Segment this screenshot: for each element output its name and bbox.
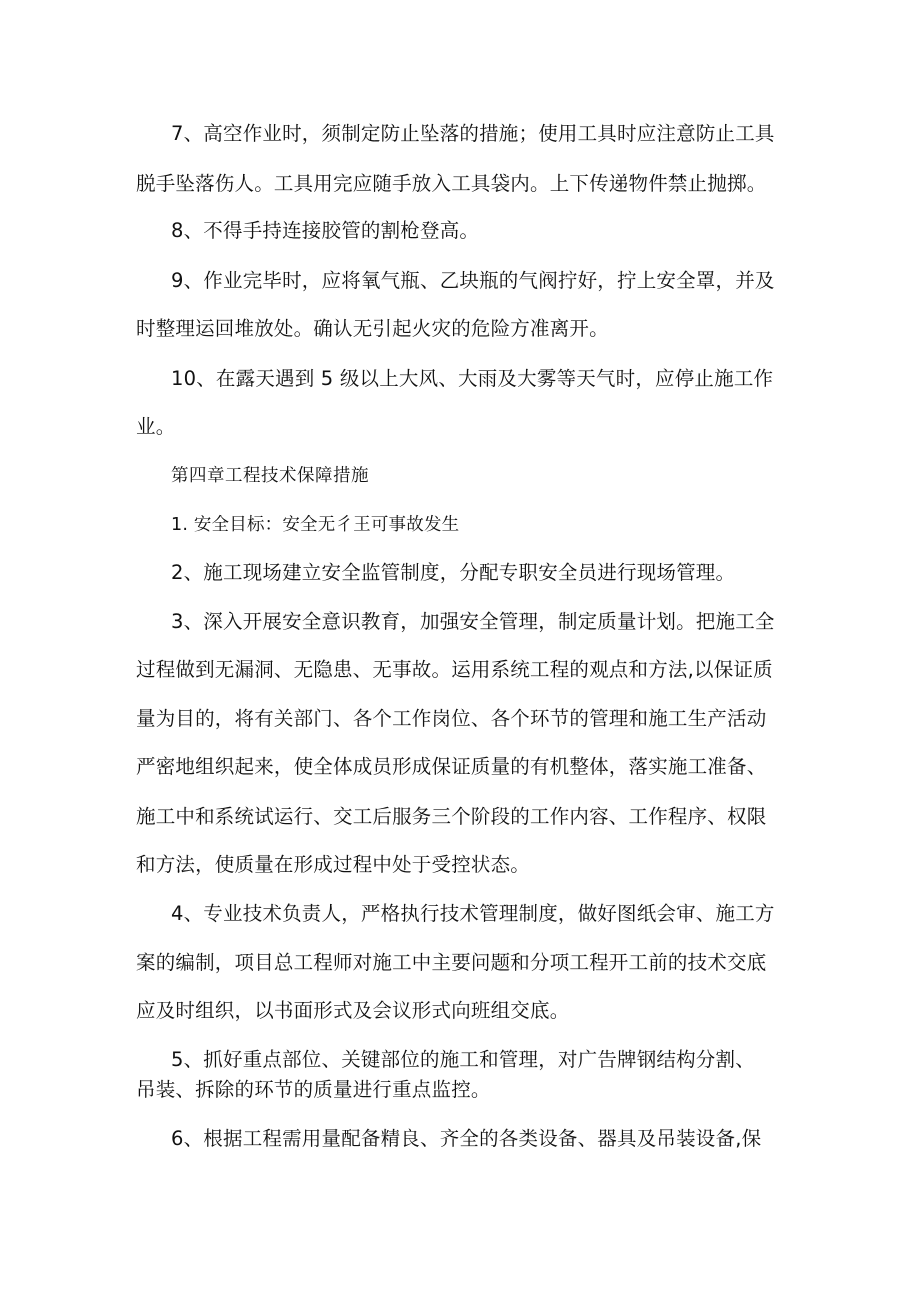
item-3-line-3: 量为目的，将有关部门、各个工作岗位、各个环节的管理和施工生产活动	[136, 707, 767, 730]
para-9-line-1: 9、作业完毕时，应将氧气瓶、乙块瓶的气阀拧好，拧上安全罩，并及	[171, 269, 775, 292]
item-2: 2、施工现场建立安全监管制度，分配专职安全员进行现场管理。	[171, 561, 736, 584]
chapter-heading: 第四章工程技术保障措施	[171, 466, 369, 486]
item-3-line-4: 严密地组织起来，使全体成员形成保证质量的有机整体，落实施工准备、	[136, 755, 767, 778]
para-7-line-1: 7、高空作业时，须制定防止坠落的措施；使用工具时应注意防止工具	[171, 122, 775, 145]
item-4-line-3: 应及时组织，以书面形式及会议形式向班组交底。	[136, 999, 570, 1022]
item-3-line-6: 和方法，使质量在形成过程中处于受控状态。	[136, 853, 531, 876]
item-6-line-1: 6、根据工程需用量配备精良、齐全的各类设备、器具及吊装设备,保	[171, 1127, 762, 1150]
para-10-line-2: 业。	[136, 415, 176, 438]
item-3-line-1: 3、深入开展安全意识教育，加强安全管理，制定质量计划。把施工全	[171, 610, 775, 633]
para-7-line-2: 脱手坠落伤人。工具用完应随手放入工具袋内。上下传递物件禁止抛掷。	[136, 172, 767, 195]
para-9-line-2: 时整理运回堆放处。确认无引起火灾的危险方准离开。	[136, 317, 609, 340]
item-3-line-5: 施工中和系统试运行、交工后服务三个阶段的工作内容、工作程序、权限	[136, 805, 767, 828]
item-4-line-1: 4、专业技术负责人，严格执行技术管理制度，做好图纸会审、施工方	[171, 902, 775, 925]
item-3-line-2: 过程做到无漏洞、无隐患、无事故。运用系统工程的观点和方法,以保证质	[136, 658, 773, 681]
para-10-line-1: 10、在露天遇到 5 级以上大风、大雨及大雾等天气时，应停止施工作	[171, 367, 774, 390]
item-5-line-1: 5、抓好重点部位、关键部位的施工和管理，对广告牌钢结构分割、	[171, 1048, 755, 1071]
item-5-line-2: 吊装、拆除的环节的质量进行重点监控。	[136, 1078, 491, 1101]
para-8-line-1: 8、不得手持连接胶管的割枪登高。	[171, 219, 480, 242]
item-1: 1. 安全目标：安全无彳王可事故发生	[171, 515, 460, 535]
item-4-line-2: 案的编制，项目总工程师对施工中主要问题和分项工程开工前的技术交底	[136, 951, 767, 974]
